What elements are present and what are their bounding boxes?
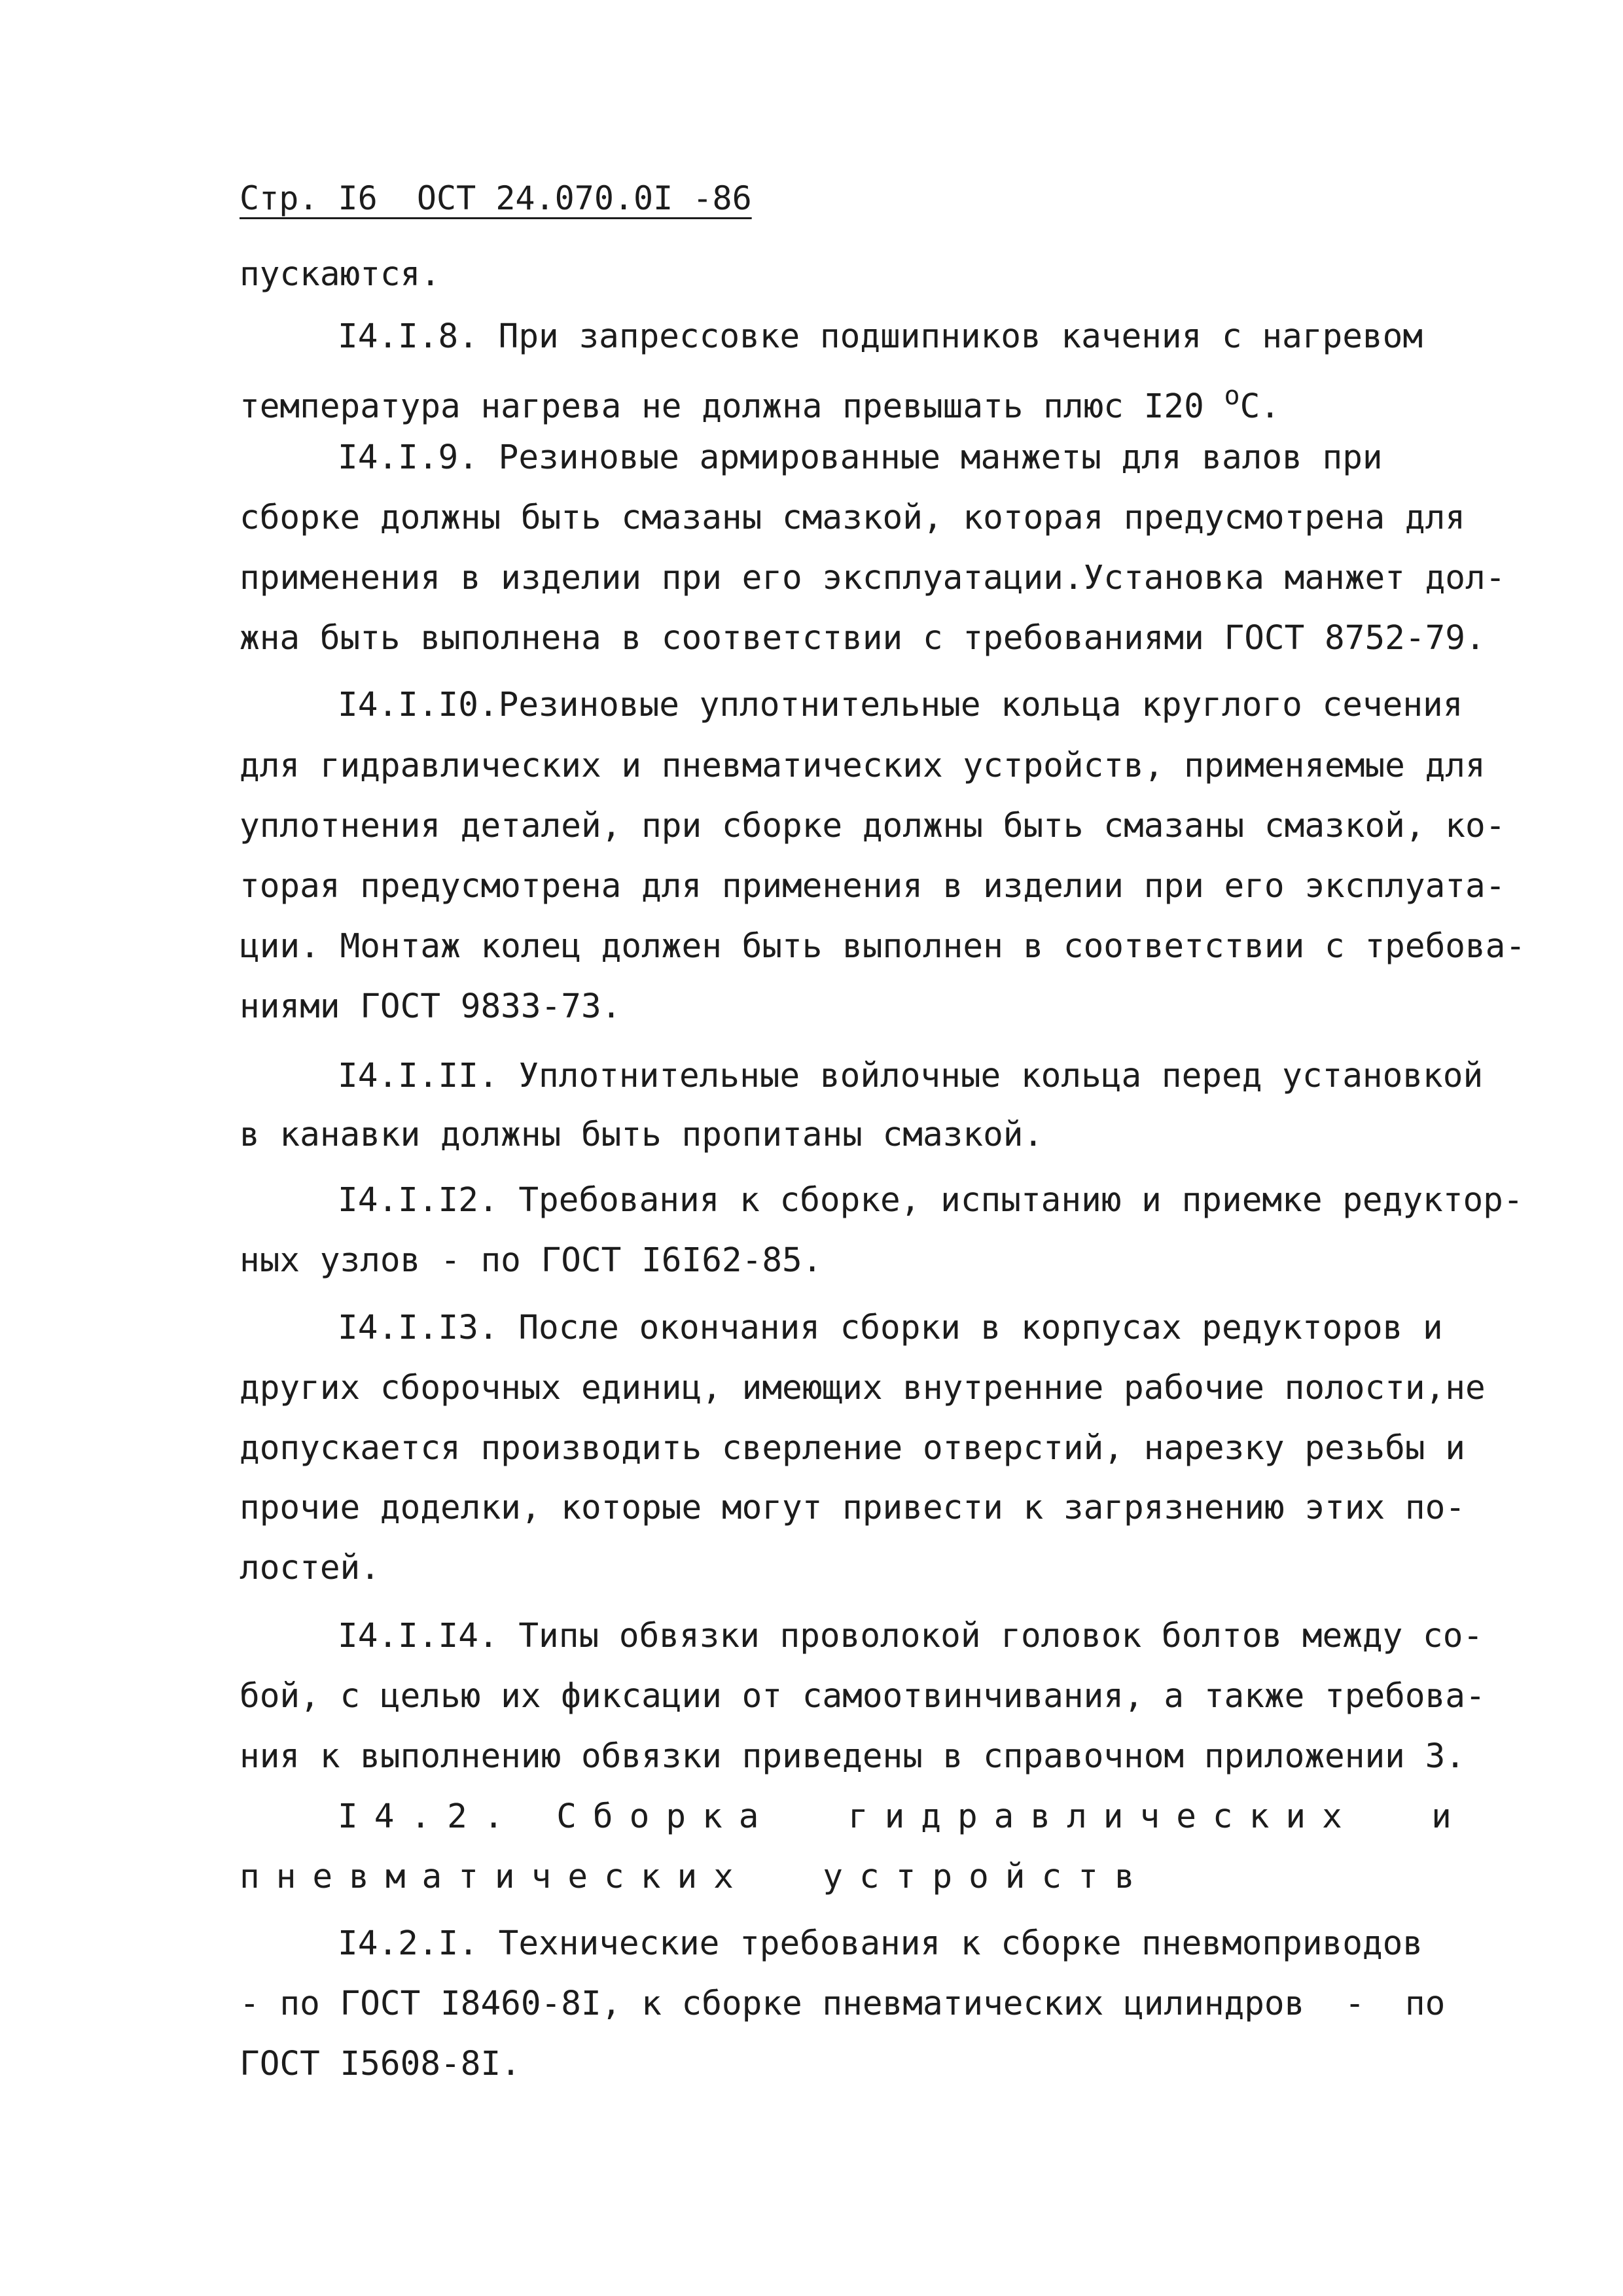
degree-symbol: о — [1224, 381, 1240, 411]
text-line: пускаются. — [240, 255, 441, 294]
text-line: I4.I.I0.Резиновые уплотнительные кольца круглого сечения — [338, 686, 1463, 724]
text-line: ных узлов - по ГОСТ I6I62-85. — [240, 1241, 823, 1280]
text-line: I4.I.8. При запрессовке подшипников качения с нагревом — [338, 317, 1423, 356]
page-header: Стр. I6 ОСТ 24.070.0I -86 — [240, 179, 752, 217]
text-line: прочие доделки, которые могут привести к загрязнению этих по- — [240, 1489, 1465, 1527]
text-line: I4.I.9. Резиновые армированные манжеты для валов при — [338, 438, 1383, 477]
text-line — [240, 373, 1280, 430]
text-line: лостей. — [240, 1549, 380, 1587]
text-line: в канавки должны быть пропитаны смазкой. — [240, 1116, 1044, 1154]
text-line: - по ГОСТ I8460-8I, к сборке пневматических цилиндров - по — [240, 1985, 1446, 2023]
text-line: допускается производить сверление отверстий, нарезку резьбы и — [240, 1429, 1465, 1468]
text-line: ГОСТ I5608-8I. — [240, 2045, 521, 2083]
text-line: I4.I.I2. Требования к сборке, испытанию и приемке редуктор- — [338, 1181, 1524, 1220]
text-line: ниями ГОСТ 9833-73. — [240, 987, 622, 1026]
text-line: ции. Монтаж колец должен быть выполнен в соответствии с требова- — [240, 927, 1526, 966]
text-line: ния к выполнению обвязки приведены в справочном приложении 3. — [240, 1737, 1465, 1776]
text-line: уплотнения деталей, при сборке должны быть смазаны смазкой, ко- — [240, 807, 1506, 845]
text-line: других сборочных единиц, имеющих внутренние рабочие полости,не — [240, 1369, 1486, 1407]
text-line: для гидравлических и пневматических устройств, применяемые для — [240, 747, 1486, 785]
text-line: I4.I.I4. Типы обвязки проволокой головок болтов между со- — [338, 1617, 1484, 1655]
text-span: температура нагрева не должна превышать плюс I20 — [240, 387, 1224, 426]
degree-unit: С. — [1240, 387, 1281, 426]
section-heading: I4.2. Сборка гидравлических и — [338, 1797, 1468, 1836]
text-line: жна быть выполнена в соответствии с требованиями ГОСТ 8752-79. — [240, 619, 1486, 658]
text-line: I4.2.I. Технические требования к сборке пневмоприводов — [338, 1924, 1423, 1963]
section-heading: пневматических устройств — [240, 1858, 1151, 1896]
text-line: I4.I.I3. После окончания сборки в корпусах редукторов и — [338, 1309, 1443, 1347]
text-line: бой, с целью их фиксации от самоотвинчивания, а также требова- — [240, 1677, 1486, 1716]
text-line: I4.I.II. Уплотнительные войлочные кольца перед установкой — [338, 1057, 1484, 1095]
text-line: применения в изделии при его эксплуатации.Установка манжет дол- — [240, 559, 1506, 597]
text-line: торая предусмотрена для применения в изделии при его эксплуата- — [240, 867, 1506, 906]
text-line: сборке должны быть смазаны смазкой, которая предусмотрена для — [240, 499, 1465, 537]
